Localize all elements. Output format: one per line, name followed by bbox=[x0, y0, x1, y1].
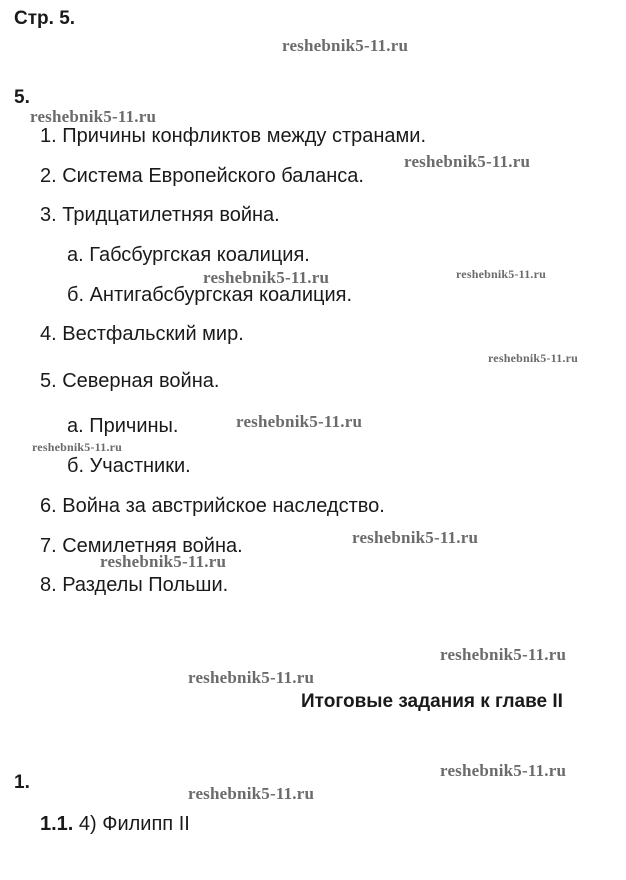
task-number: 5. bbox=[14, 87, 30, 108]
page-header: Стр. 5. bbox=[14, 8, 76, 29]
outline-subitem: а. Причины. bbox=[67, 415, 179, 437]
watermark: reshebnik5-11.ru bbox=[440, 645, 567, 664]
watermark: reshebnik5-11.ru bbox=[456, 267, 546, 281]
watermark: reshebnik5-11.ru bbox=[282, 36, 409, 55]
watermark: reshebnik5-11.ru bbox=[440, 761, 567, 780]
answer-number: 1.1. bbox=[40, 813, 74, 835]
watermark: reshebnik5-11.ru bbox=[352, 528, 479, 547]
outline-item: 7. Семилетняя война. bbox=[40, 535, 243, 557]
watermark: reshebnik5-11.ru bbox=[32, 440, 122, 454]
watermark: reshebnik5-11.ru bbox=[30, 107, 157, 126]
outline-subitem: а. Габсбургская коалиция. bbox=[67, 244, 310, 266]
outline-item: 3. Тридцатилетняя война. bbox=[40, 204, 280, 226]
watermark: reshebnik5-11.ru bbox=[236, 412, 363, 431]
task-number: 1. bbox=[14, 772, 30, 793]
chapter-title: Итоговые задания к главе II bbox=[301, 691, 563, 712]
watermark: reshebnik5-11.ru bbox=[188, 784, 315, 803]
watermark: reshebnik5-11.ru bbox=[404, 152, 531, 171]
outline-subitem: б. Участники. bbox=[67, 455, 191, 477]
watermark: reshebnik5-11.ru bbox=[203, 268, 330, 287]
outline-item: 1. Причины конфликтов между странами. bbox=[40, 125, 426, 147]
watermark: reshebnik5-11.ru bbox=[188, 668, 315, 687]
outline-item: 8. Разделы Польши. bbox=[40, 574, 229, 596]
answer-line bbox=[40, 812, 190, 836]
watermark: reshebnik5-11.ru bbox=[100, 552, 227, 571]
outline-item: 6. Война за австрийское наследство. bbox=[40, 495, 385, 517]
outline-item: 4. Вестфальский мир. bbox=[40, 323, 244, 345]
watermark: reshebnik5-11.ru bbox=[488, 351, 578, 365]
answer-text: 4) Филипп II bbox=[78, 813, 190, 835]
outline-subitem: б. Антигабсбургская коалиция. bbox=[67, 284, 353, 306]
outline-item: 2. Система Европейского баланса. bbox=[40, 165, 364, 187]
outline-item: 5. Северная война. bbox=[40, 370, 220, 392]
